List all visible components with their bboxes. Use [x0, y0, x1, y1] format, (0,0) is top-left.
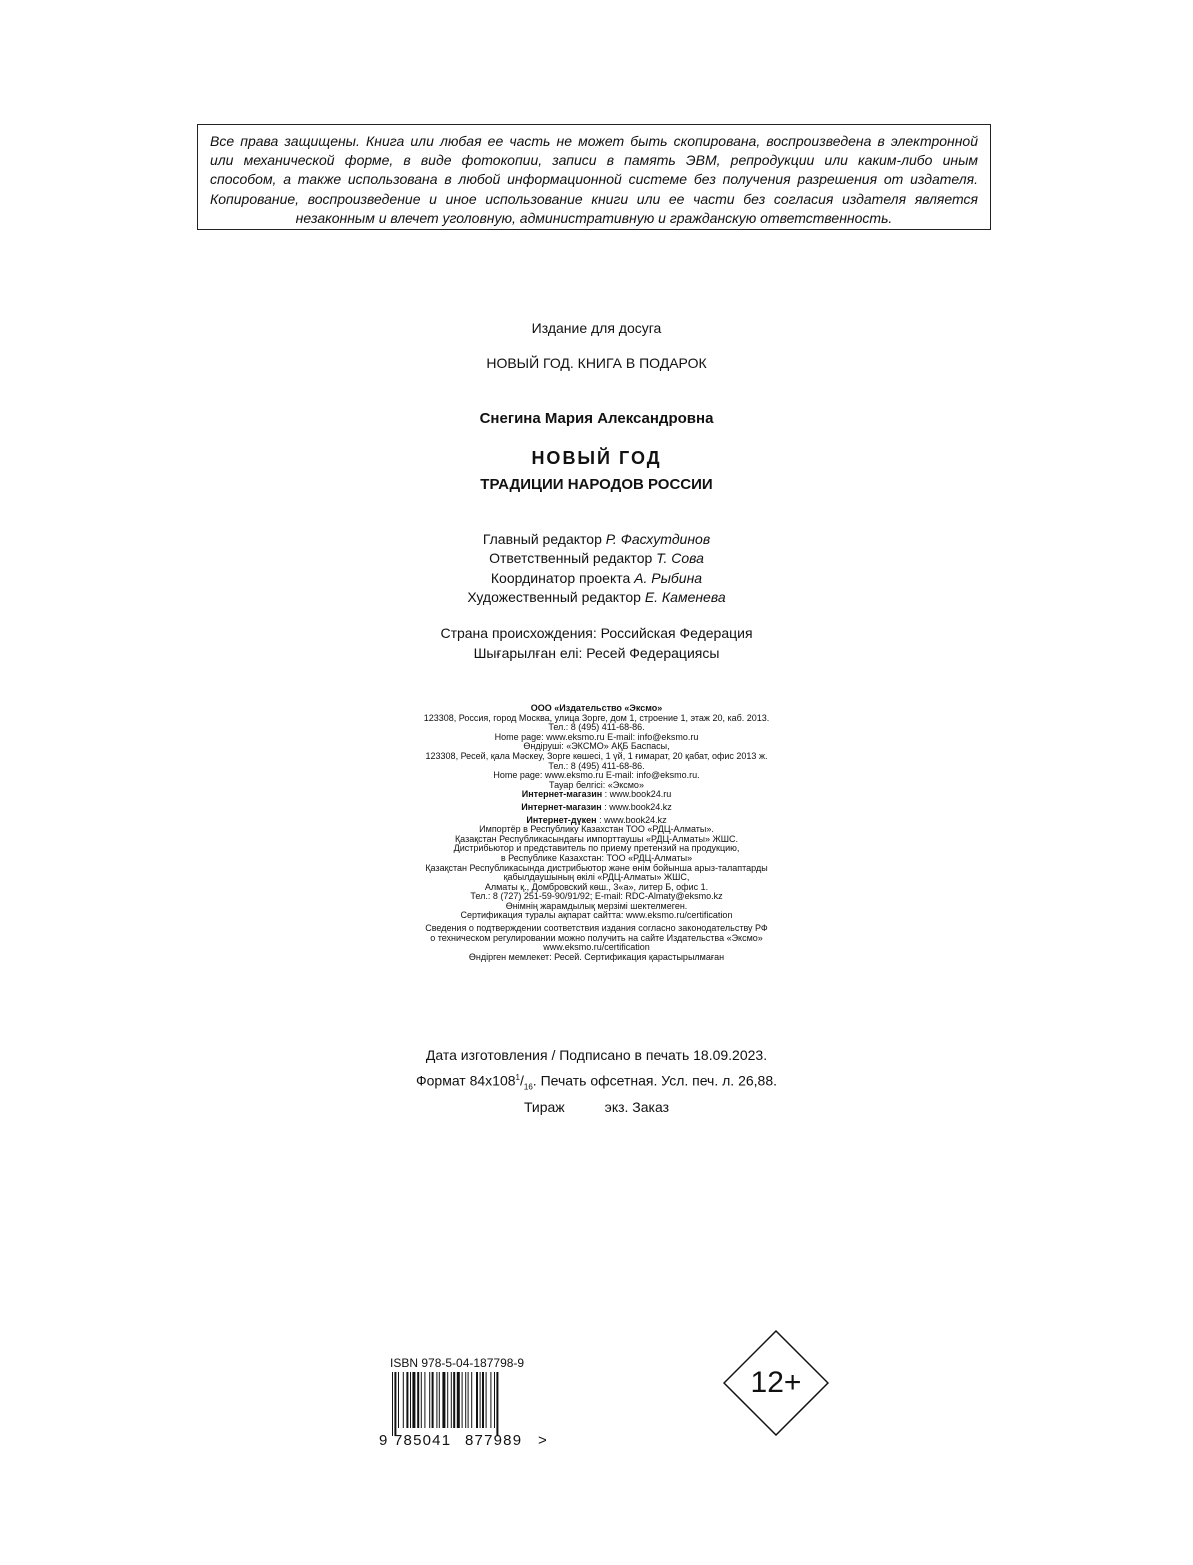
- origin: [0, 624, 1193, 663]
- imprint-line: Қазақстан Республикасындағы импорттаушы «РДЦ-Алматы» ЖШС.: [454, 833, 739, 844]
- credits: [0, 530, 1193, 607]
- imprint-line: www.eksmo.ru/certification: [543, 942, 650, 953]
- publisher-name: ООО «Издательство «Эксмо»: [530, 703, 663, 713]
- barcode-bar: [429, 1372, 430, 1428]
- book-subtitle: ТРАДИЦИИ НАРОДОВ РОССИИ: [480, 476, 713, 493]
- credit-line: Художественный редактор Е. Каменева: [467, 588, 726, 605]
- credit-name: Т. Сова: [656, 550, 704, 567]
- barcode-bar: [471, 1372, 472, 1428]
- barcode-bar: [465, 1372, 466, 1428]
- edition-type: Издание для досуга: [531, 320, 662, 336]
- barcode-end-mark: >: [538, 1432, 547, 1446]
- barcode-bar: [476, 1372, 478, 1428]
- barcode-digits: 785041: [394, 1432, 452, 1446]
- copyright-line: Все права защищены. Книга или любая ее часть не может быть скопирована, воспроизведена в электронной: [210, 133, 978, 149]
- barcode-digit: 9: [379, 1432, 388, 1446]
- shop-link: : www.book24.kz: [596, 814, 667, 825]
- shop-line-kz: Интернет-магазин : www.book24.kz: [521, 801, 672, 812]
- barcode-bar: [424, 1372, 425, 1428]
- barcode-bar: [436, 1372, 437, 1428]
- barcode-bar: [432, 1372, 434, 1428]
- barcode-digits: 877989: [465, 1432, 523, 1446]
- barcode-bar: [410, 1372, 411, 1428]
- barcode-bar: [442, 1372, 445, 1428]
- age-rating-label: 12+: [750, 1366, 802, 1399]
- imprint-line: Өндіруші: «ЭКСМО» АҚБ Баспасы,: [523, 741, 670, 752]
- print-format: Формат $84x108^1/_{16}$. Печать офсетная. Усл. печ. л. 26,88.: [415, 1072, 777, 1091]
- imprint-line: Тел.: 8 (495) 411-68-86.: [548, 722, 645, 733]
- credit-name: А. Рыбина: [634, 569, 703, 586]
- origin-kz: Шығарылған елі: Ресей Федерациясы: [473, 644, 720, 661]
- barcode-bar: [392, 1372, 393, 1436]
- barcode-bar: [494, 1372, 495, 1428]
- barcode-bar: [398, 1372, 399, 1428]
- imprint-line: Өндірген мемлекет: Ресей. Сертификация қарастырылмаған: [468, 951, 725, 962]
- copyright-notice: [197, 124, 991, 230]
- shop-link: : www.book24.kz: [601, 801, 672, 812]
- imprint-line: Өнімнің жарамдылық мерзімі шектелмеген.: [505, 900, 688, 911]
- barcode-bar: [439, 1372, 440, 1428]
- credit-line: Координатор проекта А. Рыбина: [490, 569, 703, 586]
- origin-ru: Страна происхождения: Российская Федерация: [440, 625, 753, 641]
- barcode-bar: [412, 1372, 415, 1428]
- author-name: Снегина Мария Александровна: [479, 410, 714, 427]
- barcode-bar: [451, 1372, 452, 1428]
- imprint-line: Сведения о подтверждении соответствия издания согласно законодательству РФ: [425, 923, 768, 934]
- barcode-icon: [378, 1372, 558, 1446]
- barcode-bar: [468, 1372, 469, 1428]
- isbn-text: ISBN 978-5-04-187798-9: [390, 1356, 525, 1370]
- imprint-line: в Республике Казахстан: ТОО «РДЦ-Алматы»: [500, 852, 693, 863]
- print-date: Дата изготовления / Подписано в печать 18.09.2023.: [425, 1047, 768, 1063]
- imprint-line: 123308, Ресей, қала Мәскеу, Зорге көшесі, 1 үй, 1 ғимарат, 20 қабат, офис 2013 ж.: [425, 750, 768, 761]
- copyright-line: Копирование, воспроизведение и иное использование книги или ее части без согласия издателя является: [210, 190, 978, 207]
- barcode-bar: [486, 1372, 487, 1428]
- imprint-line: қабылдаушының өкілі «РДЦ-Алматы» ЖШС,: [503, 872, 690, 883]
- barcode-bar: [403, 1372, 404, 1428]
- copyright-line: или механической форме, в виде фотокопии, записи в память ЭВМ, репродукции или каким-либо иным: [210, 152, 978, 169]
- circulation-order: Тираж экз. Заказ: [523, 1099, 670, 1116]
- age-rating: [723, 1330, 829, 1436]
- imprint-line: о техническом регулировании можно получить на сайте Издательства «Эксмо»: [430, 932, 763, 943]
- credit-line: Ответственный редактор Т. Сова: [489, 550, 704, 567]
- barcode-bar: [421, 1372, 422, 1428]
- credit-line: Главный редактор Р. Фасхутдинов: [482, 531, 711, 547]
- imprint-line: Тауар белгісі: «Эксмо»: [549, 779, 644, 790]
- copyright-line: незаконным и влечет уголовную, административную и гражданскую ответственность.: [295, 209, 893, 226]
- barcode: [378, 1356, 558, 1446]
- imprint: [0, 704, 1193, 962]
- series-title: НОВЫЙ ГОД. КНИГА В ПОДАРОК: [486, 355, 707, 371]
- imprint-line: Қазақстан Республикасында дистрибьютор және өнім бойынша арыз-талаптарды: [425, 862, 768, 873]
- barcode-bar: [394, 1372, 396, 1436]
- imprint-line: Алматы қ., Домбровский көш., 3«а», литер Б, офис 1.: [484, 881, 709, 892]
- barcode-bar: [490, 1372, 491, 1428]
- imprint-line: Импортёр в Республику Казахстан ТОО «РДЦ-Алматы».: [479, 824, 714, 835]
- credit-name: Р. Фасхутдинов: [605, 531, 711, 547]
- barcode-bar: [417, 1372, 419, 1428]
- barcode-bar: [457, 1372, 460, 1428]
- shop-link: : www.book24.ru: [602, 789, 672, 800]
- imprint-line: Home page: www.eksmo.ru E-mail: info@eksmo.ru.: [493, 770, 700, 781]
- print-info: [0, 1045, 1193, 1119]
- imprint-line: Тел.: 8 (495) 411-68-86.: [548, 760, 645, 771]
- barcode-bar: [462, 1372, 463, 1428]
- imprint-line: Тел.: 8 (727) 251-59-90/91/92; E-mail: RDC-Almaty@eksmo.kz: [470, 891, 723, 902]
- imprint-line: Home page: www.eksmo.ru E-mail: info@eksmo.ru: [494, 731, 699, 742]
- imprint-line: Дистрибьютор и представитель по приему претензий на продукцию,: [453, 843, 740, 854]
- shop-line-kz2: Интернет-дүкен : www.book24.kz: [526, 814, 667, 825]
- barcode-bar: [447, 1372, 448, 1428]
- shop-line-ru: Интернет-магазин : www.book24.ru: [521, 789, 672, 800]
- barcode-bar: [496, 1372, 498, 1436]
- copyright-line: способом, а также использована в любой информационной системе без получения разрешения от издателя.: [210, 171, 978, 188]
- barcode-bar: [453, 1372, 455, 1428]
- barcode-bar: [480, 1372, 481, 1428]
- barcode-bar: [482, 1372, 484, 1428]
- book-title: НОВЫЙ ГОД: [531, 448, 662, 468]
- imprint-line: 123308, Россия, город Москва, улица Зорге, дом 1, строение 1, этаж 20, каб. 2013.: [423, 712, 770, 723]
- credit-name: Е. Каменева: [644, 588, 726, 605]
- barcode-bar: [406, 1372, 408, 1428]
- imprint-line: Сертификация туралы ақпарат сайтта: www.eksmo.ru/certification: [460, 910, 733, 921]
